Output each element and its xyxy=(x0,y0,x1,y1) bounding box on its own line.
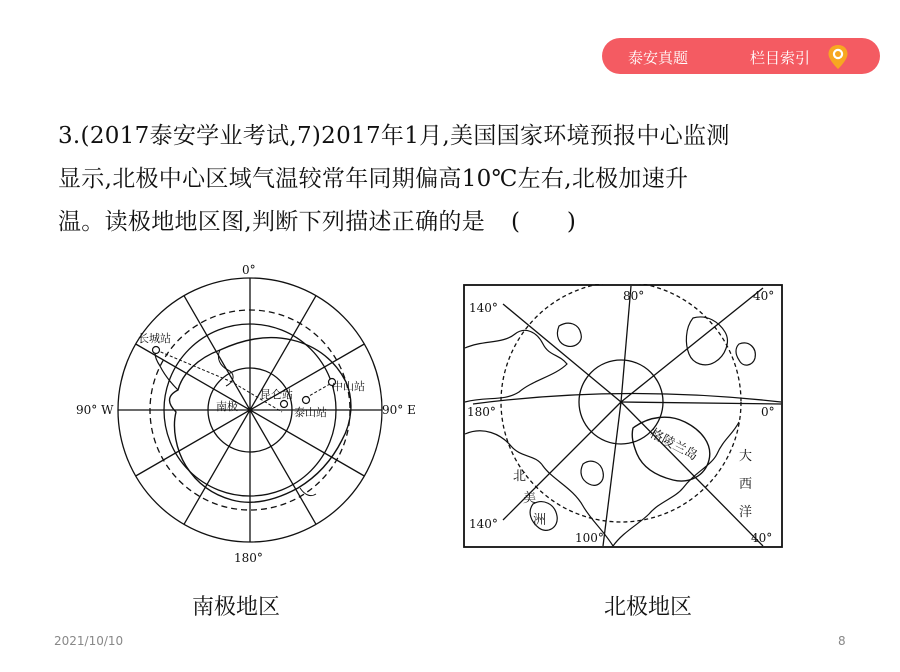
greenland-label: 格陵兰岛 xyxy=(647,426,701,464)
kunlun-station-marker xyxy=(281,401,288,408)
atlantic-label-1: 大 xyxy=(739,449,753,464)
answer-blank: ( ) xyxy=(511,209,577,235)
tai-an-exam-link[interactable]: 泰安真题 xyxy=(628,49,689,67)
question-line-1: 3.(2017泰安学业考试,7)2017年1月,美国国家环境预报中心监测 xyxy=(58,123,730,149)
lon-label-140-bottom: 140° xyxy=(469,517,498,531)
changcheng-station-label: 长城站 xyxy=(138,332,171,345)
lon-label-40-top: 40° xyxy=(753,289,775,303)
question-line-3-text: 温。读极地地区图,判断下列描述正确的是 xyxy=(58,209,486,235)
south-pole-label: 南极 xyxy=(216,400,238,413)
question-line-3 xyxy=(58,201,858,244)
location-pin-icon[interactable] xyxy=(826,44,850,70)
lon-label-0: 0° xyxy=(761,405,775,419)
lon-label-100: 100° xyxy=(575,531,604,545)
kunlun-station-label: 昆仑站 xyxy=(260,388,293,401)
lon-label-0: 0° xyxy=(242,263,256,277)
south-map-caption: 南极地区 xyxy=(192,595,281,620)
zhongshan-station-label: 中山站 xyxy=(332,380,365,393)
north-america-label-3: 洲 xyxy=(533,513,547,528)
changcheng-station-marker xyxy=(153,347,160,354)
lon-label-80: 80° xyxy=(623,289,645,303)
atlantic-label-2: 西 xyxy=(739,477,753,492)
lon-label-40-bottom: 40° xyxy=(751,531,773,545)
taishan-station-marker xyxy=(303,397,310,404)
taishan-station-label: 泰山站 xyxy=(294,406,327,419)
north-america-label-1: 北 xyxy=(513,469,527,484)
arctic-map xyxy=(463,284,788,550)
atlantic-label-3: 洋 xyxy=(739,505,753,520)
antarctic-map xyxy=(70,262,420,572)
footer-page-number: 8 xyxy=(838,634,846,648)
lon-label-90w: 90° W xyxy=(76,403,114,417)
north-map-caption: 北极地区 xyxy=(604,595,693,620)
lon-label-180: 180° xyxy=(467,405,496,419)
question-text xyxy=(58,115,858,244)
north-america-label-2: 美 xyxy=(523,491,537,506)
lon-label-90e: 90° E xyxy=(382,403,416,417)
lon-label-140-top: 140° xyxy=(469,301,498,315)
header-nav-pill xyxy=(602,38,880,74)
lon-label-180: 180° xyxy=(234,551,263,565)
question-line-2: 显示,北极中心区域气温较常年同期偏高10℃左右,北极加速升 xyxy=(58,166,689,192)
section-index-link[interactable]: 栏目索引 xyxy=(750,49,811,67)
footer-date: 2021/10/10 xyxy=(54,634,124,648)
